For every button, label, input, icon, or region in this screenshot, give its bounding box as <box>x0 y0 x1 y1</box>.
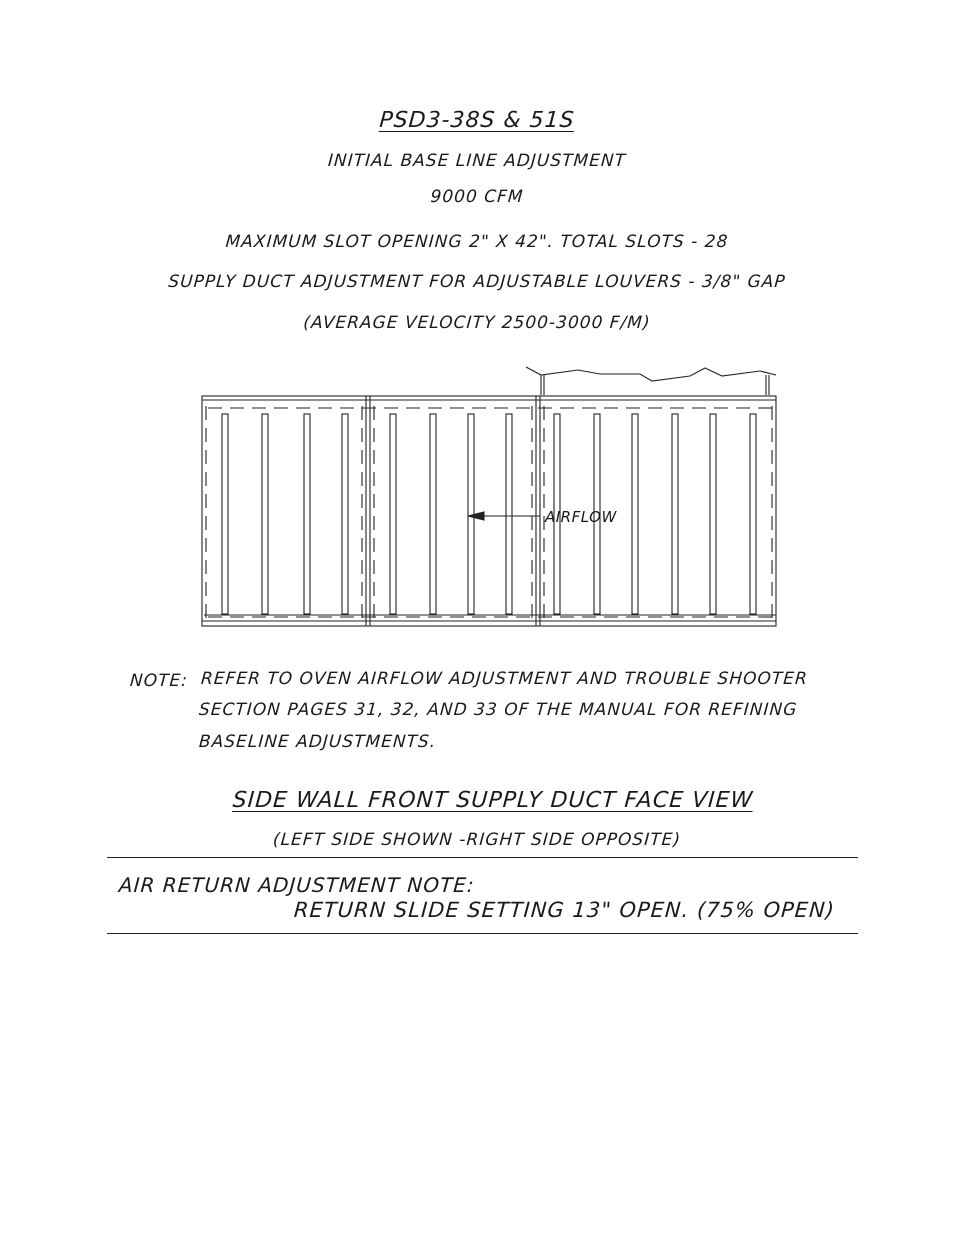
air-return-heading: AIR RETURN ADJUSTMENT NOTE: <box>118 873 476 897</box>
hidden-lines <box>206 406 772 618</box>
header-line-3: MAXIMUM SLOT OPENING 2" X 42". TOTAL SLOTS - 28 <box>224 232 730 252</box>
drawing-title: PSD3-38S & 51S <box>378 108 576 133</box>
duct-outer-frame <box>202 396 776 626</box>
slot-13 <box>710 414 716 614</box>
slot-3 <box>304 414 310 614</box>
break-line <box>526 367 776 381</box>
note-line-1: REFER TO OVEN AIRFLOW ADJUSTMENT AND TROUBLE SHOOTER <box>200 669 809 689</box>
slot-11 <box>632 414 638 614</box>
view-subtitle: (LEFT SIDE SHOWN -RIGHT SIDE OPPOSITE) <box>272 830 682 850</box>
note-line-2: SECTION PAGES 31, 32, AND 33 OF THE MANUAL FOR REFINING <box>198 700 799 720</box>
note-prefix: NOTE: <box>129 671 189 691</box>
slot-1 <box>222 414 228 614</box>
slot-8 <box>506 414 512 614</box>
header-line-4: SUPPLY DUCT ADJUSTMENT FOR ADJUSTABLE LOUVERS - 3/8" GAP <box>167 272 787 292</box>
slot-12 <box>672 414 678 614</box>
slot-14 <box>750 414 756 614</box>
slot-7 <box>468 414 474 614</box>
air-return-top-rule <box>107 857 858 858</box>
header-line-1: INITIAL BASE LINE ADJUSTMENT <box>327 151 627 171</box>
view-title: SIDE WALL FRONT SUPPLY DUCT FACE VIEW <box>231 788 755 813</box>
airflow-label: AIRFLOW <box>545 508 617 526</box>
airflow-arrow-head <box>468 512 484 520</box>
slot-group <box>222 414 756 614</box>
slot-6 <box>430 414 436 614</box>
slot-2 <box>262 414 268 614</box>
air-return-setting: RETURN SLIDE SETTING 13" OPEN. (75% OPEN) <box>293 898 836 922</box>
note-line-3: BASELINE ADJUSTMENTS. <box>198 732 437 752</box>
slot-4 <box>342 414 348 614</box>
air-return-bottom-rule <box>107 933 858 934</box>
header-line-5: (AVERAGE VELOCITY 2500-3000 F/M) <box>302 313 652 333</box>
slot-5 <box>390 414 396 614</box>
header-line-2: 9000 CFM <box>429 187 525 207</box>
